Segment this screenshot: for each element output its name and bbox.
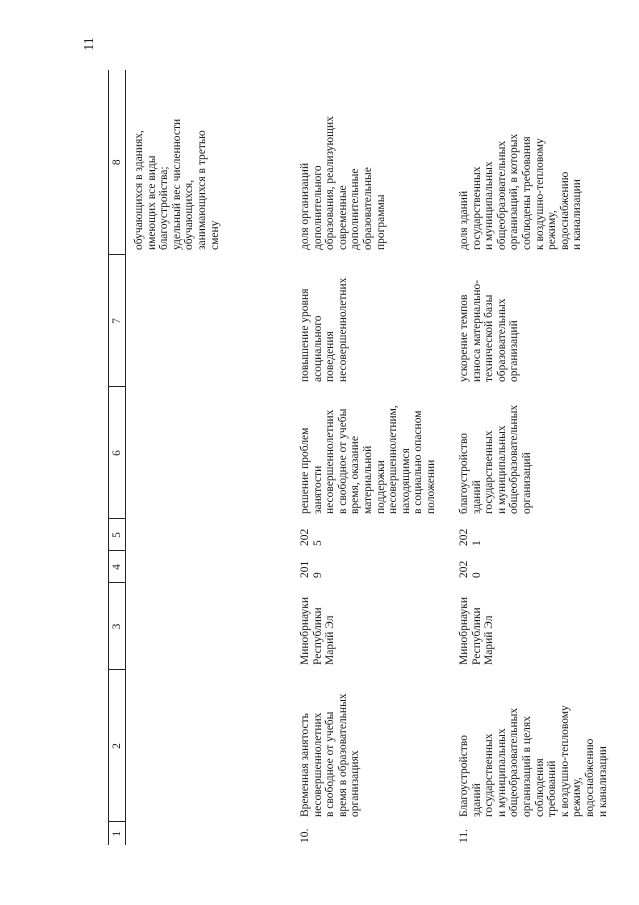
problem-solved-line: занятости (311, 465, 324, 514)
indicator-line: обучающихся, (183, 179, 196, 250)
indicator-line: дополнительные (349, 168, 362, 250)
measure-name-line: и канализации (596, 746, 609, 817)
problem-solved-cell (292, 387, 451, 519)
indicator-line: государственных (470, 166, 483, 250)
measure-name-line: общеобразовательных (508, 707, 521, 817)
indicator-line: образовательные (361, 167, 374, 250)
indicator-line: обучающихся в зданиях, (133, 130, 145, 250)
row-number-text: 11. (458, 829, 470, 843)
measure-name-cell (292, 670, 451, 822)
end-year-cell (451, 519, 614, 551)
measure-name-line: и муниципальных (495, 728, 508, 817)
problem-solved-line: поддержки (374, 460, 387, 514)
indicator-line: доля организаций (299, 162, 311, 250)
executor-line: Марий Эл (483, 615, 496, 665)
col-header: 3 (109, 583, 126, 670)
risk-if-not-done-line: несовершеннолетних (336, 277, 349, 382)
problem-solved-line: в социально опасном (412, 410, 425, 514)
problem-solved-line: благоустройство (458, 432, 470, 514)
executor-line: Минобрнауки (299, 596, 311, 665)
indicator-line: дополнительного (311, 165, 324, 250)
end-year-text: 2025 (299, 528, 324, 546)
start-year-cell (126, 551, 293, 583)
risk-if-not-done-line: повышение уровня (299, 288, 311, 382)
risk-if-not-done-line: образовательных (495, 298, 508, 382)
measure-name-line: организаций в целях (520, 716, 533, 817)
risk-if-not-done-line: организаций (508, 320, 521, 382)
indicator-line: имеющих все виды (145, 155, 158, 250)
executor-line: Минобрнауки (458, 596, 470, 665)
problem-solved-line: зданий (470, 480, 483, 514)
table-row (451, 70, 614, 845)
indicator-line: образования, реализующих (324, 116, 337, 250)
measure-name-line: водоснабжению (583, 738, 596, 817)
measure-name-line: требований (546, 760, 559, 817)
indicator-line: смену (208, 220, 221, 250)
risk-if-not-done-line: асоциального (311, 315, 324, 382)
indicator-cell (451, 70, 614, 255)
table-row (126, 70, 293, 845)
indicator-line: современные (336, 185, 349, 250)
problem-solved-cell (451, 387, 614, 519)
indicator-line: и канализации (571, 179, 584, 250)
indicator-line: к воздушно-тепловому (533, 138, 546, 250)
measure-name-line: Временная занятость (299, 713, 311, 817)
program-table (108, 70, 614, 845)
risk-if-not-done-line: технической базы (483, 294, 496, 382)
problem-solved-line: общеобразовательных (508, 404, 521, 514)
indicator-line: общеобразовательных (495, 140, 508, 250)
col-header: 8 (109, 70, 126, 255)
page-number: 11 (82, 37, 97, 51)
start-year-text: 2020 (458, 560, 483, 578)
col-header: 7 (109, 255, 126, 387)
row-number-cell (451, 822, 614, 845)
problem-solved-line: решение проблем (299, 427, 311, 514)
measure-name-line: Благоустройство (458, 735, 470, 817)
problem-solved-line: время, оказание (349, 436, 362, 514)
measure-name-cell (451, 670, 614, 822)
measure-name-line: государственных (483, 733, 496, 817)
measure-name-line: несовершеннолетних (311, 712, 324, 817)
col-header: 4 (109, 551, 126, 583)
measure-name-line: режиму, (571, 777, 584, 817)
indicator-line: организаций, в которых (508, 133, 521, 250)
executor-line: Республики (470, 607, 483, 665)
measure-name-line: соблюдения (533, 758, 546, 817)
indicator-line: доля зданий (458, 190, 470, 250)
risk-if-not-done-line: ускорение темпов (458, 294, 470, 382)
risk-if-not-done-cell (126, 255, 293, 387)
problem-solved-line: и муниципальных (495, 425, 508, 514)
start-year-text: 2019 (299, 560, 324, 578)
executor-line: Республики (311, 607, 324, 665)
problem-solved-line: государственных (483, 430, 496, 514)
indicator-cell (292, 70, 451, 255)
problem-solved-line: организаций (520, 452, 533, 514)
executor-cell (126, 583, 293, 670)
problem-solved-cell (126, 387, 293, 519)
indicator-line: водоснабжению (558, 171, 571, 250)
problem-solved-line: материальной (361, 445, 374, 514)
col-header: 2 (109, 670, 126, 822)
problem-solved-line: положении (424, 459, 437, 514)
row-number-cell (292, 822, 451, 845)
col-header: 6 (109, 387, 126, 519)
executor-cell (451, 583, 614, 670)
indicator-line: удельный вес численности (170, 118, 183, 250)
indicator-line: благоустройства; (158, 166, 171, 250)
end-year-text: 2021 (458, 528, 483, 546)
indicator-cell (126, 70, 293, 255)
measure-name-line: время в образовательных (336, 693, 349, 817)
measure-name-line: зданий (470, 783, 483, 817)
problem-solved-line: в свободное от учебы (336, 408, 349, 514)
table-header-row (109, 70, 126, 845)
problem-solved-line: несовершеннолетним, (387, 405, 400, 514)
measure-name-line: к воздушно-тепловому (558, 705, 571, 817)
executor-line: Марий Эл (324, 615, 337, 665)
start-year-cell (292, 551, 451, 583)
risk-if-not-done-line: износа материально- (470, 279, 483, 382)
executor-cell (292, 583, 451, 670)
col-header: 1 (109, 822, 126, 845)
indicator-line: занимающихся в третью (195, 130, 208, 250)
row-number-cell (126, 822, 293, 845)
measure-name-line: в свободное от учебы (324, 711, 337, 817)
end-year-cell (126, 519, 293, 551)
col-header: 5 (109, 519, 126, 551)
risk-if-not-done-cell (292, 255, 451, 387)
row-number-text: 10. (299, 828, 311, 843)
table-row (292, 70, 451, 845)
problem-solved-line: несовершеннолетних (324, 409, 337, 514)
indicator-line: и муниципальных (483, 161, 496, 250)
rotated-table-frame (108, 70, 609, 845)
risk-if-not-done-cell (451, 255, 614, 387)
end-year-cell (292, 519, 451, 551)
risk-if-not-done-line: поведения (324, 331, 337, 382)
start-year-cell (451, 551, 614, 583)
problem-solved-line: находящимся (399, 448, 412, 514)
indicator-line: режиму, (546, 210, 559, 250)
indicator-line: программы (374, 194, 387, 250)
measure-name-line: организациях (349, 750, 362, 817)
indicator-line: соблюдены требования (520, 136, 533, 250)
measure-name-cell (126, 670, 293, 822)
